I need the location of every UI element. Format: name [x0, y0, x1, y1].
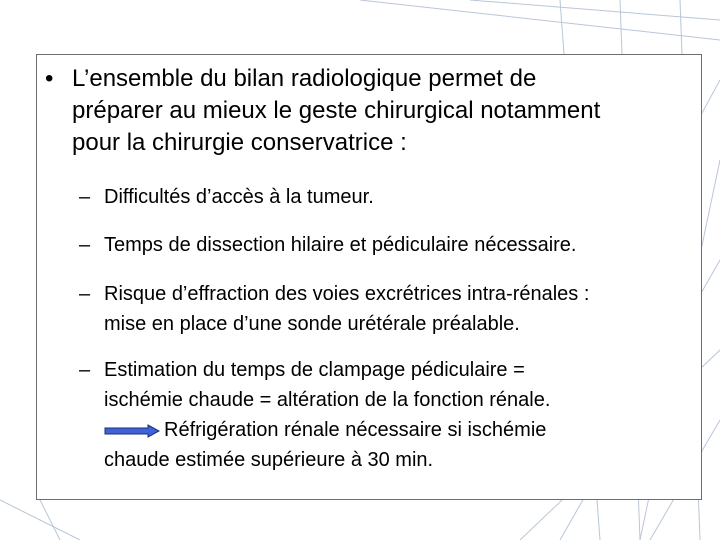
sub-item-line-2: mise en place d’une sonde urétérale préalable.	[104, 313, 520, 335]
right-arrow-icon	[104, 424, 160, 438]
sub-dash: –	[79, 283, 91, 305]
main-bullet-line-2: préparer au mieux le geste chirurgical notamment	[72, 97, 601, 124]
sub-item-line-2: ischémie chaude = altération de la fonction rénale.	[104, 389, 551, 411]
main-bullet-line-1: L’ensemble du bilan radiologique permet de	[72, 65, 537, 92]
sub-item-line-1: Risque d’effraction des voies excrétrices intra-rénales :	[104, 283, 590, 305]
sub-item-text: Difficultés d’accès à la tumeur.	[104, 186, 374, 208]
bullet-symbol: •	[45, 65, 54, 92]
sub-item-estimation	[79, 355, 689, 475]
main-bullet-line-3: pour la chirurgie conservatrice :	[72, 129, 407, 156]
sub-item-line-1: Estimation du temps de clampage pédiculaire =	[104, 359, 525, 381]
sub-item-risk	[79, 279, 689, 339]
refrigeration-line	[104, 415, 689, 445]
sub-dash: –	[79, 234, 91, 256]
sub-item-text: Temps de dissection hilaire et pédiculaire nécessaire.	[104, 234, 577, 256]
sub-dash: –	[79, 359, 91, 381]
sub-item-dissection	[79, 230, 689, 260]
sub-dash: –	[79, 186, 91, 208]
content-box	[36, 54, 702, 500]
sub-item-access	[79, 182, 689, 212]
sub-item-line-4: chaude estimée supérieure à 30 min.	[104, 449, 434, 471]
sub-item-line-3: Réfrigération rénale nécessaire si ischémie	[164, 419, 547, 441]
main-bullet	[45, 63, 695, 159]
